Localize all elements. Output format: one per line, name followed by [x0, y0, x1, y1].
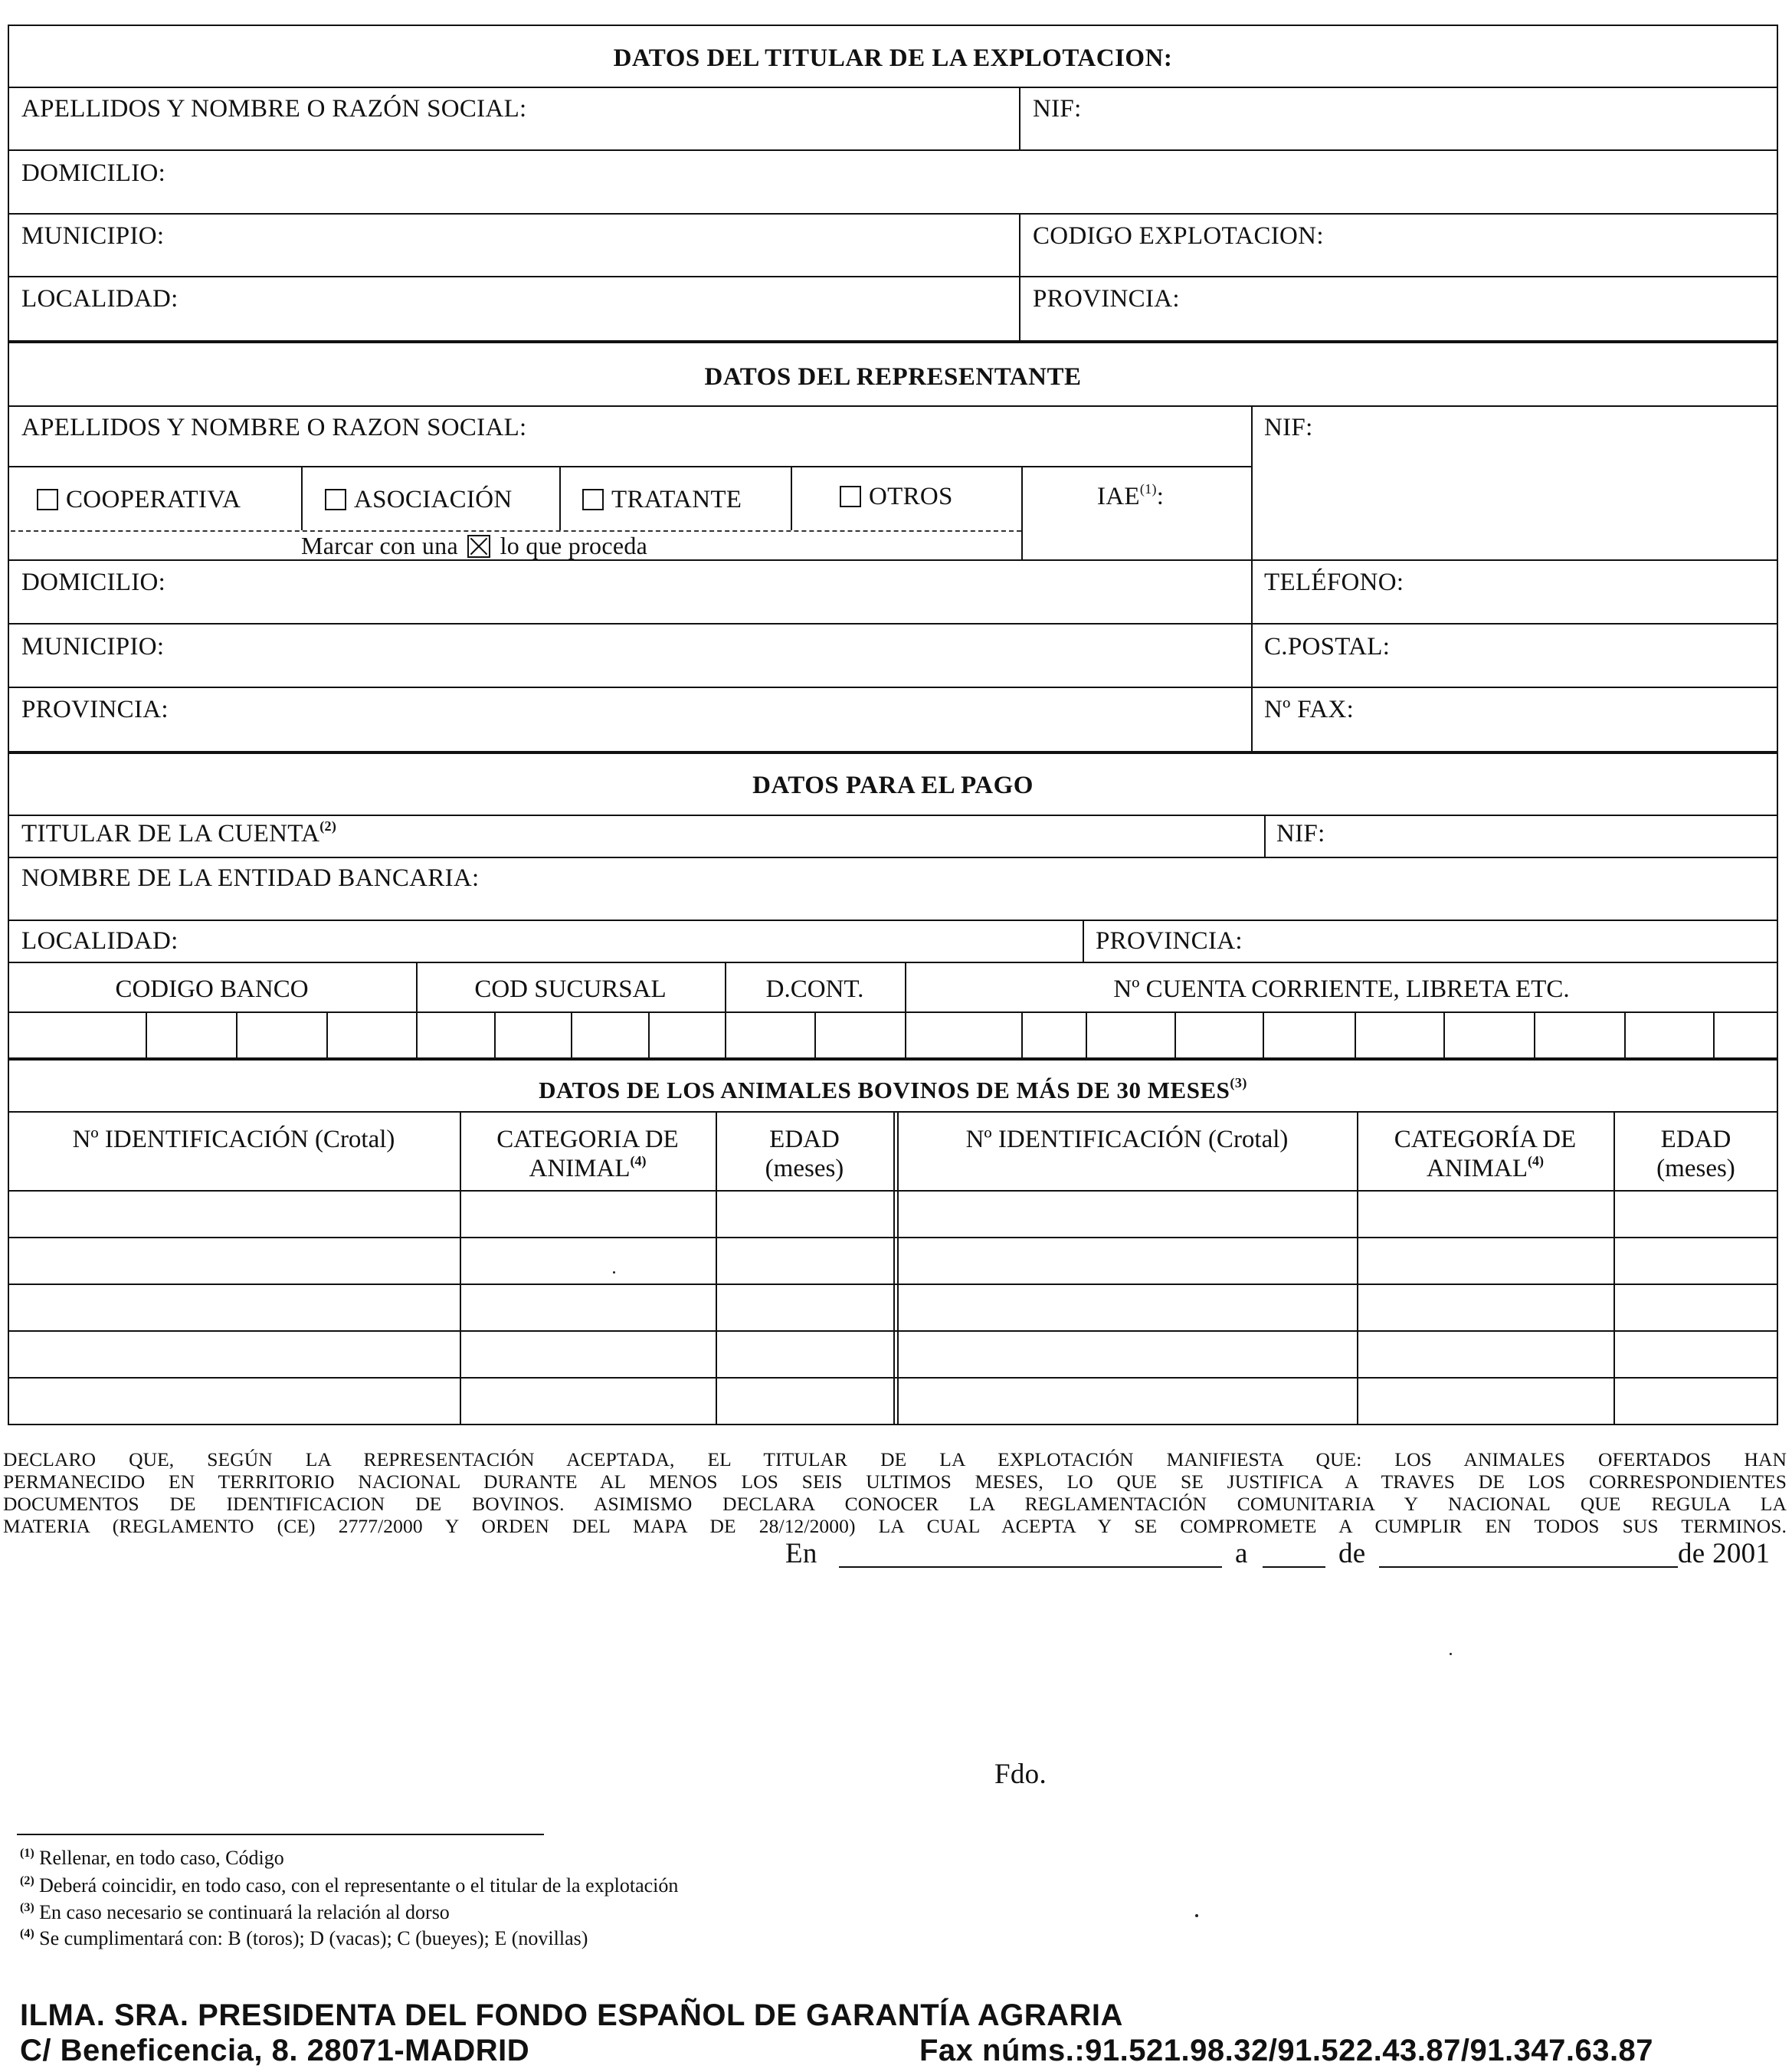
representante-telefono-field[interactable]: TELÉFONO: — [1264, 569, 1404, 596]
destinatario-title: ILMA. SRA. PRESIDENTA DEL FONDO ESPAÑOL DE GARANTÍA AGRARIA — [20, 1998, 1123, 2032]
animales-header: DATOS DE LOS ANIMALES BOVINOS DE MÁS DE 30 MESES$^{(3)}$ — [539, 1075, 1247, 1103]
representante-section — [8, 342, 1778, 752]
representante-municipio-field[interactable]: MUNICIPIO: — [21, 633, 165, 661]
option-otros[interactable]: OTROS — [840, 483, 953, 511]
titular-localidad-field[interactable]: LOCALIDAD: — [21, 285, 179, 313]
fecha-dia-field[interactable] — [1263, 1566, 1325, 1568]
cod-sucursal-label: COD SUCURSAL — [474, 975, 667, 1003]
pago-provincia-field[interactable]: PROVINCIA: — [1096, 927, 1243, 955]
representante-apellidos-field[interactable]: APELLIDOS Y NOMBRE O RAZON SOCIAL: — [21, 414, 527, 441]
iae-field[interactable]: IAE$^{(1)}$: — [1097, 481, 1165, 510]
representante-header: DATOS DEL REPRESENTANTE — [704, 363, 1082, 391]
col-id-1: Nº IDENTIFICACIÓN (Crotal) — [72, 1126, 395, 1153]
firma-label[interactable]: Fdo. — [994, 1759, 1047, 1790]
fecha-mes-field[interactable] — [1379, 1566, 1678, 1568]
tratante-checkbox[interactable] — [582, 489, 604, 510]
fecha-en-label: En — [785, 1538, 817, 1569]
representante-fax-field[interactable]: Nº FAX: — [1264, 696, 1355, 723]
col-categoria-1: CATEGORIA DE ANIMAL$^{(4)}$ — [496, 1126, 679, 1182]
fecha-anio-label: de 2001 — [1678, 1538, 1771, 1569]
dcont-label: D.CONT. — [765, 975, 864, 1003]
cuenta-label: Nº CUENTA CORRIENTE, LIBRETA ETC. — [1113, 975, 1570, 1003]
table-row[interactable] — [8, 1284, 1778, 1285]
table-row[interactable] — [8, 1377, 1778, 1379]
option-asociacion[interactable]: ASOCIACIÓN — [325, 486, 513, 514]
col-id-2: Nº IDENTIFICACIÓN (Crotal) — [965, 1126, 1289, 1153]
pago-header: DATOS PARA EL PAGO — [752, 772, 1034, 799]
titular-codigo-explotacion-field[interactable]: CODIGO EXPLOTACION: — [1033, 222, 1324, 250]
titular-nif-field[interactable]: NIF: — [1033, 95, 1082, 123]
titular-apellidos-field[interactable]: APELLIDOS Y NOMBRE O RAZÓN SOCIAL: — [21, 95, 527, 123]
representante-nif-field[interactable]: NIF: — [1264, 414, 1313, 441]
footnote-2: $^{(2)}$ Deberá coincidir, en todo caso, con el representante o el titular de la explotación — [20, 1874, 679, 1897]
titular-municipio-field[interactable]: MUNICIPIO: — [21, 222, 165, 250]
pago-entidad-field[interactable]: NOMBRE DE LA ENTIDAD BANCARIA: — [21, 864, 480, 892]
declaracion-text: DECLARO QUE, SEGÚN LA REPRESENTACIÓN ACEPTADA, EL TITULAR DE LA EXPLOTACIÓN MANIFIESTA QUE: LOS ANIMALES OFERTADOS HAN PERMANECIDO EN TERRITORIO NACIONAL DURANTE AL MENOS LOS SEIS ULTIMOS MESES, LO QUE SE JUSTIFICA A TRAVES DE LOS CORRESPONDIENTES DOCUMENTOS DE IDENTIFICACION DE BOVINOS. ASIMISMO DECLARA CONOCER LA REGLAMENTACIÓN COMUNITARIA Y NACIONAL QUE REGULA LA MATERIA (REGLAMENTO (CE) 2777/2000 Y ORDEN DEL MAPA DE 28/12/2000) LA CUAL ACEPTA Y SE COMPROMETE A CUMPLIR EN TODOS SUS TERMINOS. — [3, 1448, 1787, 1537]
col-categoria-2: CATEGORÍA DE ANIMAL$^{(4)}$ — [1394, 1126, 1577, 1182]
otros-checkbox[interactable] — [840, 486, 861, 507]
option-cooperativa[interactable]: COOPERATIVA — [37, 486, 241, 514]
footnote-1: $^{(1)}$ Rellenar, en todo caso, Código — [20, 1847, 284, 1869]
col-edad-1: EDAD (meses) — [765, 1126, 844, 1182]
pago-localidad-field[interactable]: LOCALIDAD: — [21, 927, 179, 955]
representante-cpostal-field[interactable]: C.POSTAL: — [1264, 633, 1391, 661]
destinatario-fax: Fax núms.:91.521.98.32/91.522.43.87/91.347.63.87 — [919, 2034, 1654, 2067]
cooperativa-checkbox[interactable] — [37, 489, 58, 510]
footnote-3: $^{(3)}$ En caso necesario se continuará la relación al dorso — [20, 1901, 450, 1923]
x-mark-icon — [467, 535, 490, 558]
fecha-de-label: de — [1338, 1538, 1366, 1569]
titular-domicilio-field[interactable]: DOMICILIO: — [21, 159, 166, 187]
titular-provincia-field[interactable]: PROVINCIA: — [1033, 285, 1180, 313]
codigo-banco-label: CODIGO BANCO — [115, 975, 309, 1003]
table-row[interactable] — [8, 1237, 1778, 1238]
pago-nif-field[interactable]: NIF: — [1276, 820, 1325, 847]
pago-titular-field[interactable]: TITULAR DE LA CUENTA$^{(2)}$ — [21, 818, 337, 847]
representante-domicilio-field[interactable]: DOMICILIO: — [21, 569, 166, 596]
table-row[interactable] — [8, 1330, 1778, 1332]
titular-header: DATOS DEL TITULAR DE LA EXPLOTACION: — [613, 44, 1173, 72]
option-tratante[interactable]: TRATANTE — [582, 486, 742, 514]
mark-instruction: Marcar con una lo que proceda — [301, 532, 648, 559]
col-edad-2: EDAD (meses) — [1656, 1126, 1735, 1182]
asociacion-checkbox[interactable] — [325, 489, 346, 510]
representante-provincia-field[interactable]: PROVINCIA: — [21, 696, 169, 723]
destinatario-address: C/ Beneficencia, 8. 28071-MADRID — [20, 2034, 530, 2067]
fecha-lugar-field[interactable] — [839, 1566, 1222, 1568]
fecha-a-label: a — [1235, 1538, 1248, 1569]
footnote-4: $^{(4)}$ Se cumplimentará con: B (toros); D (vacas); C (bueyes); E (novillas) — [20, 1927, 588, 1949]
